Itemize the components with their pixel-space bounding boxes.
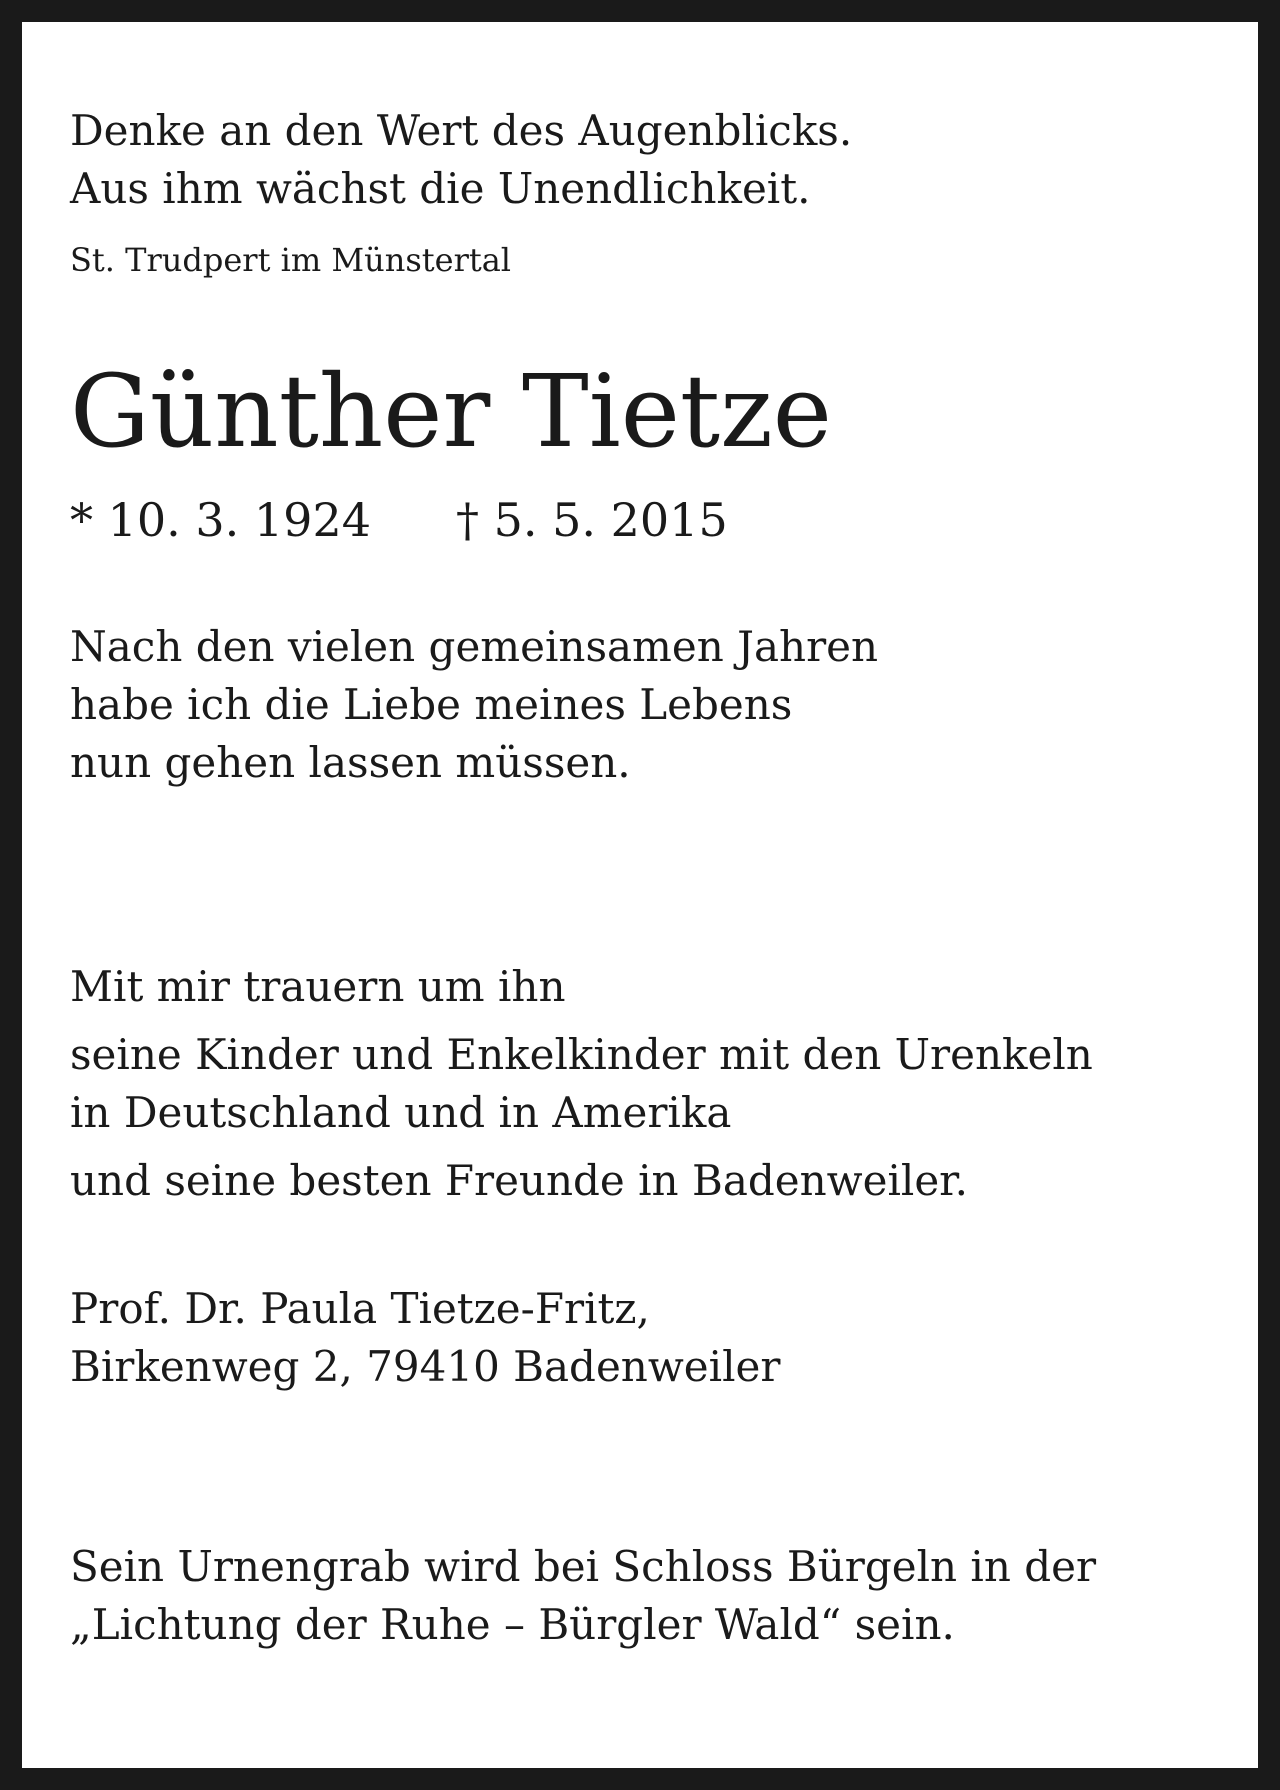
message-line-1: Nach den vielen gemeinsamen Jahren bbox=[70, 622, 879, 671]
place: St. Trudpert im Münstertal bbox=[70, 241, 512, 279]
message-line-2: habe ich die Liebe meines Lebens bbox=[70, 680, 793, 729]
mourners-line-1: seine Kinder und Enkelkinder mit den Urenkeln bbox=[70, 1030, 1093, 1079]
deceased-name: Günther Tietze bbox=[70, 353, 832, 470]
life-dates bbox=[70, 490, 1230, 550]
signature-address: Birkenweg 2, 79410 Badenweiler bbox=[70, 1342, 781, 1391]
motto bbox=[70, 102, 1230, 218]
mourners-intro: Mit mir trauern um ihn bbox=[70, 962, 566, 1011]
burial-line-2: „Lichtung der Ruhe – Bürgler Wald“ sein. bbox=[70, 1600, 955, 1649]
mourners-line-2: in Deutschland und in Amerika bbox=[70, 1088, 732, 1137]
burial-line-1: Sein Urnengrab wird bei Schloss Bürgeln in der bbox=[70, 1542, 1097, 1591]
motto-line-2: Aus ihm wächst die Unendlichkeit. bbox=[70, 164, 811, 213]
birth-date: * 10. 3. 1924 bbox=[70, 493, 371, 547]
death-date: † 5. 5. 2015 bbox=[456, 493, 728, 547]
message bbox=[70, 618, 1230, 792]
message-line-3: nun gehen lassen müssen. bbox=[70, 738, 631, 787]
signature bbox=[70, 1280, 1230, 1396]
motto-line-1: Denke an den Wert des Augenblicks. bbox=[70, 106, 853, 155]
burial-note bbox=[70, 1538, 1230, 1654]
mourners-line-3: und seine besten Freunde in Badenweiler. bbox=[70, 1156, 968, 1205]
signature-name: Prof. Dr. Paula Tietze-Fritz, bbox=[70, 1284, 650, 1333]
mourners bbox=[70, 958, 1230, 1210]
obituary-content bbox=[70, 102, 1230, 1654]
